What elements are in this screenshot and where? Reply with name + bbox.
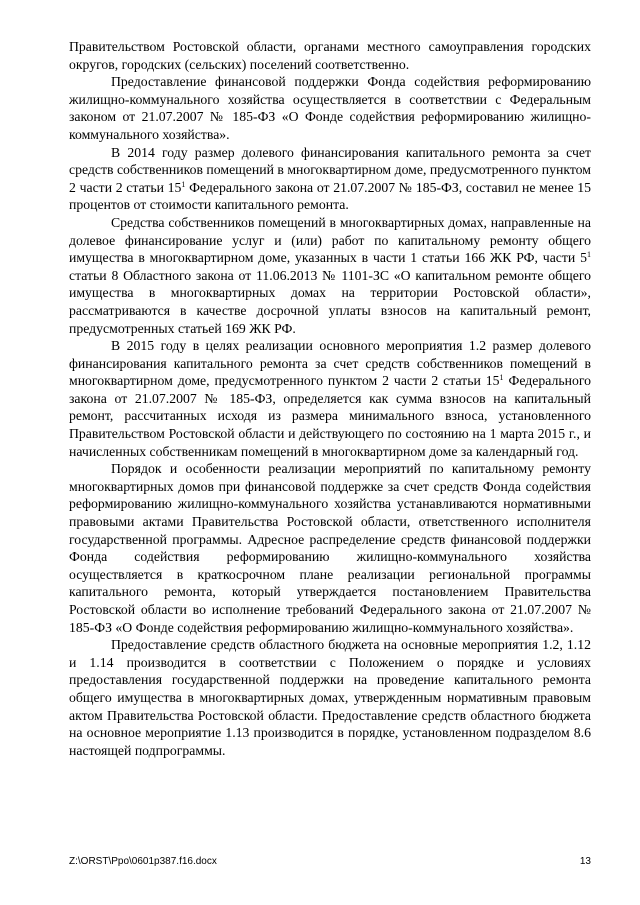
document-body — [69, 38, 591, 759]
paragraph — [69, 144, 591, 214]
paragraph-text: Федерального закона от 21.07.2007 № 185-ФЗ, определяется как сумма взносов на капитальный ремонт, рассчитанных исходя из размера минимального взноса, установленного Правительством Ростовской области и действующего по состоянию на 1 марта 2015 г., и начисленных собственникам помещений в многоквартирном доме за календарный год. — [69, 373, 591, 459]
paragraph — [69, 73, 591, 143]
paragraph — [69, 38, 591, 73]
superscript: 1 — [181, 179, 186, 189]
paragraph — [69, 460, 591, 636]
paragraph-text: Правительством Ростовской области, органами местного самоуправления городских округов, городских (сельских) поселений соответственно. — [69, 39, 591, 72]
page-number: 13 — [579, 856, 591, 867]
paragraph — [69, 337, 591, 460]
footer-file-path: Z:\ORST\Ppo\0601p387.f16.docx — [69, 856, 217, 867]
paragraph-text: Предоставление средств областного бюджета на основные мероприятия 1.2, 1.12 и 1.14 производится в соответствии с Положением о порядке и условиях предоставления государственной поддержки на проведение капитального ремонта общего имущества в многоквартирных домах, утвержденным нормативным правовым актом Правительства Ростовской области. Предоставление средств областного бюджета на основное мероприятие 1.13 производится в порядке, установленном подразделом 8.6 настоящей подпрограммы. — [69, 637, 591, 758]
paragraph-text: Порядок и особенности реализации мероприятий по капитальному ремонту многоквартирных домов при финансовой поддержке за счет средств Фонда содействия реформированию жилищно-коммунального хозяйства устанавливаются нормативными правовыми актами Правительства Ростовской области, ответственного исполнителя государственной программы. Адресное распределение средств финансовой поддержки Фонда содействия реформированию жилищно-коммунального хозяйства осуществляется в краткосрочном плане реализации региональной программы капитального ремонта, который утверждается постановлением Правительства Ростовской области во исполнение требований Федерального закона от 21.07.2007 № 185-ФЗ «О Фонде содействия реформированию жилищно-коммунального хозяйства». — [69, 461, 591, 635]
superscript: 1 — [499, 373, 504, 383]
paragraph-text: статьи 8 Областного закона от 11.06.2013 № 1101-ЗС «О капитальном ремонте общего имущества в многоквартирных домах на территории Ростовской области», рассматриваются в качестве досрочной уплаты взносов на капитальный ремонт, предусмотренных статьей 169 ЖК РФ. — [69, 267, 591, 336]
paragraph-text: Федерального закона от 21.07.2007 № 185-ФЗ, составил не менее 15 процентов от стоимости капитального ремонта. — [69, 179, 591, 213]
superscript: 1 — [587, 250, 591, 260]
paragraph-text: Предоставление финансовой поддержки Фонда содействия реформированию жилищно-коммунального хозяйства осуществляется в соответствии с Федеральным законом от 21.07.2007 № 185-ФЗ «О Фонде содействия реформированию жилищно-коммунального хозяйства». — [69, 74, 591, 142]
paragraph-text: Средства собственников помещений в многоквартирных домах, направленные на долевое финансирование услуг и (или) работ по капитальному ремонту общего имущества в многоквартирном доме, указанных в части 1 статьи 166 ЖК РФ, части 5 — [69, 214, 591, 266]
paragraph-text: В 2014 году размер долевого финансирования капитального ремонта за счет средств собственников помещений в многоквартирном доме, предусмотренного пунктом 2 части 2 статьи 15 — [69, 144, 591, 195]
paragraph — [69, 214, 591, 337]
paragraph-text: В 2015 году в целях реализации основного мероприятия 1.2 размер долевого финансирования капитального ремонта за счет средств собственников помещений в многоквартирном доме, предусмотренного пунктом 2 части 2 статьи 15 — [69, 338, 591, 389]
paragraph — [69, 636, 591, 759]
